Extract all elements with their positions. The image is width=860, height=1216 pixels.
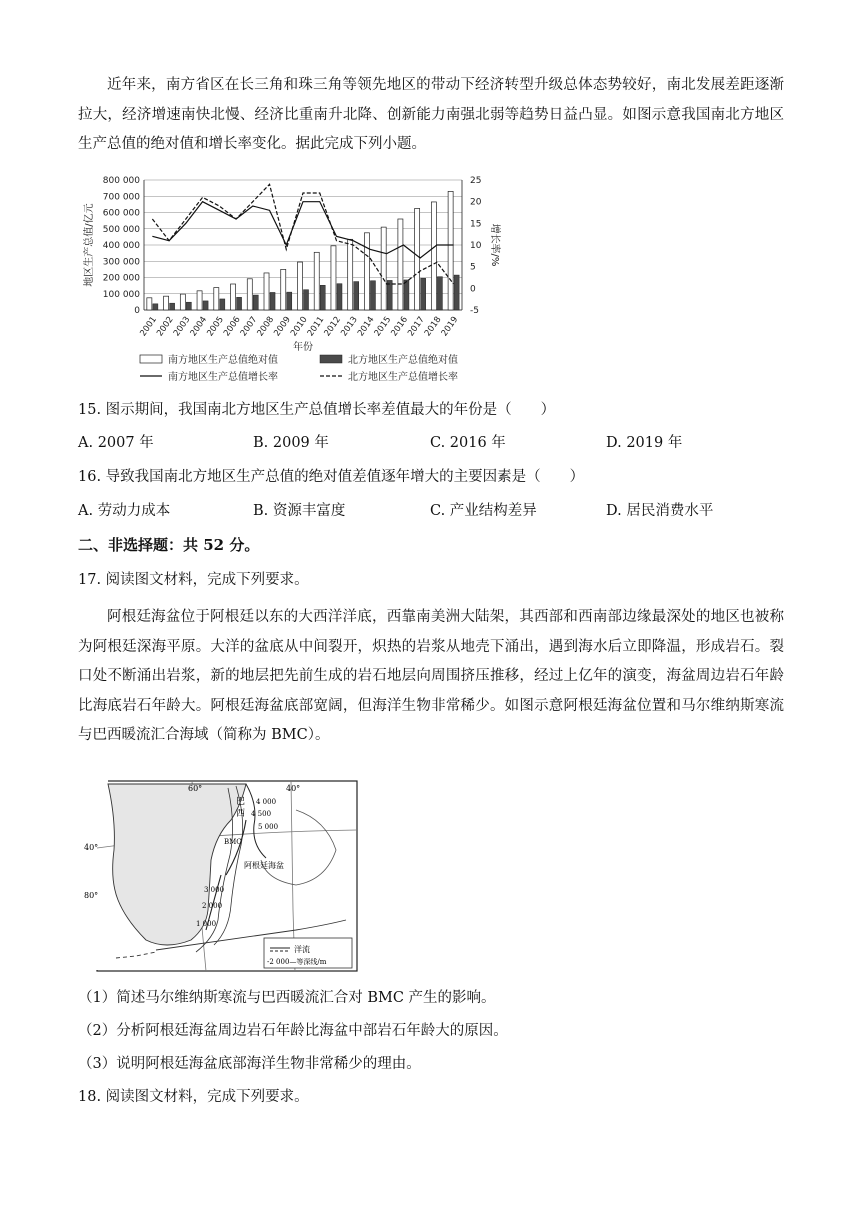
- chart-x-tick-label: 2008: [255, 314, 277, 339]
- chart-y-tick-label: 400 000: [102, 241, 140, 251]
- map-label-basin: 阿根廷海盆: [244, 861, 284, 870]
- chart-legend-south-bar: 南方地区生产总值绝对值: [168, 355, 278, 366]
- chart-bar-south: [214, 288, 219, 310]
- chart-x-tick-label: 2003: [171, 314, 193, 339]
- chart-legend-swatch-north-bar: [320, 355, 342, 363]
- chart-y2-tick-label: 10: [470, 241, 482, 251]
- chart-x-tick-label: 2012: [322, 314, 344, 339]
- section-2-heading: 二、非选择题：共 52 分。: [78, 536, 260, 554]
- chart-x-tick-label: 2017: [406, 314, 427, 339]
- map-isobath-1000: 1 000: [196, 920, 217, 928]
- map-label-brazil-2: 西: [236, 809, 246, 819]
- chart-y-tick-label: 300 000: [102, 257, 140, 268]
- chart-bar-north: [454, 275, 459, 310]
- chart-legend-north-bar: 北方地区生产总值绝对值: [348, 355, 458, 366]
- chart-bar-north: [253, 295, 258, 310]
- chart-bar-north: [387, 280, 392, 310]
- chart-y-tick-label: 700 000: [102, 192, 140, 203]
- q15-option-b: B. 2009 年: [253, 435, 329, 451]
- chart-y-tick-label: 800 000: [102, 176, 140, 186]
- chart-x-tick-label: 2015: [372, 314, 394, 339]
- chart-bar-south: [398, 219, 403, 310]
- map-lat-40: 40°: [84, 843, 99, 852]
- chart-bar-north: [337, 284, 342, 310]
- chart-bar-south: [364, 233, 369, 310]
- chart-bar-south: [331, 246, 336, 310]
- q15-option-d: D. 2019 年: [606, 435, 683, 451]
- chart-bar-north: [170, 303, 175, 310]
- chart-bar-north: [354, 282, 359, 310]
- chart-x-tick-label: 2002: [155, 314, 176, 339]
- q18-stem: 18. 阅读图文材料，完成下列要求。: [78, 1089, 309, 1105]
- chart-y-axis-title: 地区生产总值/亿元: [84, 203, 95, 287]
- map-lat-80: 80°: [84, 891, 99, 900]
- chart-y-tick-label: 600 000: [102, 208, 140, 219]
- chart-y2-tick-label: 5: [470, 262, 476, 273]
- chart-y2-tick-label: 15: [470, 219, 482, 230]
- chart-bar-north: [186, 302, 191, 310]
- chart-x-tick-label: 2005: [205, 314, 226, 339]
- chart-x-tick-label: 2016: [389, 314, 411, 339]
- chart-line-north-growth: [152, 184, 453, 284]
- chart-bar-south: [448, 191, 453, 310]
- gdp-chart: [82, 170, 502, 388]
- chart-bar-south: [180, 294, 185, 310]
- map-isobath-2000: 2 000: [202, 902, 223, 910]
- chart-x-tick-label: 2007: [238, 314, 260, 339]
- chart-x-tick-label: 2001: [138, 314, 160, 339]
- chart-bar-north: [203, 301, 208, 310]
- chart-bar-north: [437, 277, 442, 310]
- chart-bar-south: [264, 273, 269, 310]
- map-legend-current: 洋流: [294, 945, 310, 954]
- argentine-basin-map: [84, 780, 358, 972]
- map-label-bmc: BMC: [224, 838, 242, 846]
- chart-bar-north: [270, 292, 275, 310]
- map-lon-40: 40°: [286, 784, 301, 793]
- chart-y2-axis-title: 增长率/%: [489, 223, 500, 267]
- chart-x-tick-label: 2011: [305, 314, 327, 339]
- chart-x-tick-label: 2004: [188, 314, 210, 339]
- chart-legend-south-line: 南方地区生产总值增长率: [168, 372, 278, 383]
- q16-option-a: A. 劳动力成本: [78, 503, 171, 519]
- chart-bar-south: [281, 269, 286, 310]
- chart-legend-swatch-south-bar: [140, 355, 162, 363]
- chart-bar-south: [314, 252, 319, 310]
- chart-bar-north: [287, 292, 292, 310]
- q17-sub1: （1）简述马尔维纳斯寒流与巴西暖流汇合对 BMC 产生的影响。: [78, 990, 496, 1006]
- intro-paragraph: 近年来，南方省区在长三角和珠三角等领先地区的带动下经济转型升级总体态势较好，南北发展差距逐渐拉大，经济增速南快北慢、经济比重南升北降、创新能力南强北弱等趋势日益凸显。如图示意我国南北方地区生产总值的绝对值和增长率变化。据此完成下列小题。: [78, 77, 784, 152]
- chart-bar-south: [247, 279, 252, 310]
- chart-bar-north: [220, 299, 225, 310]
- chart-bar-north: [237, 297, 242, 310]
- chart-y2-tick-label: 0: [470, 284, 476, 295]
- map-label-brazil-1: 巴: [236, 797, 246, 807]
- q15-option-c: C. 2016 年: [430, 435, 506, 451]
- q15-option-a: A. 2007 年: [78, 435, 154, 451]
- q17-sub2: （2）分析阿根廷海盆周边岩石年龄比海盆中部岩石年龄大的原因。: [78, 1023, 508, 1039]
- chart-bar-south: [164, 296, 169, 310]
- map-isobath-3000: 3 000: [204, 886, 225, 894]
- chart-x-tick-label: 2014: [355, 314, 377, 339]
- chart-bar-south: [231, 284, 236, 310]
- chart-x-tick-label: 2013: [339, 314, 360, 339]
- chart-y2-tick-label: 20: [470, 197, 482, 208]
- chart-y2-tick-label: 25: [470, 176, 482, 186]
- chart-x-tick-label: 2010: [289, 314, 310, 339]
- chart-bar-south: [297, 262, 302, 310]
- chart-bar-north: [320, 285, 325, 310]
- chart-bar-south: [415, 208, 420, 310]
- chart-y-tick-label: 200 000: [102, 273, 140, 284]
- chart-x-tick-label: 2018: [422, 314, 444, 339]
- chart-bar-south: [431, 202, 436, 310]
- q17-material: 阿根廷海盆位于阿根廷以东的大西洋洋底，西靠南美洲大陆架，其西部和西南部边缘最深处的地区也被称为阿根廷深海平原。大洋的盆底从中间裂开，炽热的岩浆从地壳下涌出，遇到海水后立即降温，形成岩石。裂口处不断涌出岩浆，新的地层把先前生成的岩石地层向周围挤压推移，经过上亿年的演变，海盆周边岩石年龄比海底岩石年龄大。阿根廷海盆底部宽阔，但海洋生物非常稀少。如图示意阿根廷海盆位置和马尔维纳斯寒流与巴西暖流汇合海域（简称为 BMC）。: [78, 609, 784, 743]
- q16-option-d: D. 居民消费水平: [606, 503, 714, 519]
- chart-bar-south: [381, 227, 386, 310]
- chart-y-tick-label: 500 000: [102, 224, 140, 235]
- q16-option-b: B. 资源丰富度: [253, 503, 346, 519]
- chart-y-tick-label: 100 000: [102, 289, 140, 300]
- q15-stem: 15. 图示期间，我国南北方地区生产总值增长率差值最大的年份是（ ）: [78, 402, 556, 418]
- chart-bar-north: [304, 290, 309, 310]
- chart-x-tick-label: 2006: [222, 314, 243, 339]
- chart-bar-south: [197, 291, 202, 310]
- map-isobath-5000: 5 000: [258, 823, 279, 831]
- map-isobath-4000: 4 000: [256, 798, 277, 806]
- map-isobath-4500: 4 500: [251, 810, 272, 818]
- chart-x-axis-title: 年份: [293, 342, 313, 353]
- map-legend-isobath: -2 000—等深线/m: [267, 958, 327, 966]
- chart-line-south-growth: [152, 202, 453, 258]
- q16-stem: 16. 导致我国南北方地区生产总值的绝对值差值逐年增大的主要因素是（ ）: [78, 469, 585, 485]
- chart-bar-north: [404, 280, 409, 310]
- q17-sub3: （3）说明阿根廷海盆底部海洋生物非常稀少的理由。: [78, 1056, 421, 1072]
- map-lon-60: 60°: [188, 784, 203, 793]
- q17-stem: 17. 阅读图文材料，完成下列要求。: [78, 572, 309, 588]
- chart-legend-north-line: 北方地区生产总值增长率: [348, 372, 458, 383]
- q16-option-c: C. 产业结构差异: [430, 503, 537, 519]
- chart-bar-south: [147, 298, 152, 310]
- chart-y2-tick-label: -5: [470, 306, 479, 316]
- chart-bar-north: [421, 278, 426, 310]
- chart-x-tick-label: 2019: [439, 314, 461, 339]
- chart-x-tick-label: 2009: [272, 314, 293, 339]
- chart-bar-north: [153, 304, 158, 310]
- chart-bar-north: [370, 281, 375, 310]
- chart-y-tick-label: 0: [134, 306, 140, 316]
- chart-bar-south: [348, 239, 353, 310]
